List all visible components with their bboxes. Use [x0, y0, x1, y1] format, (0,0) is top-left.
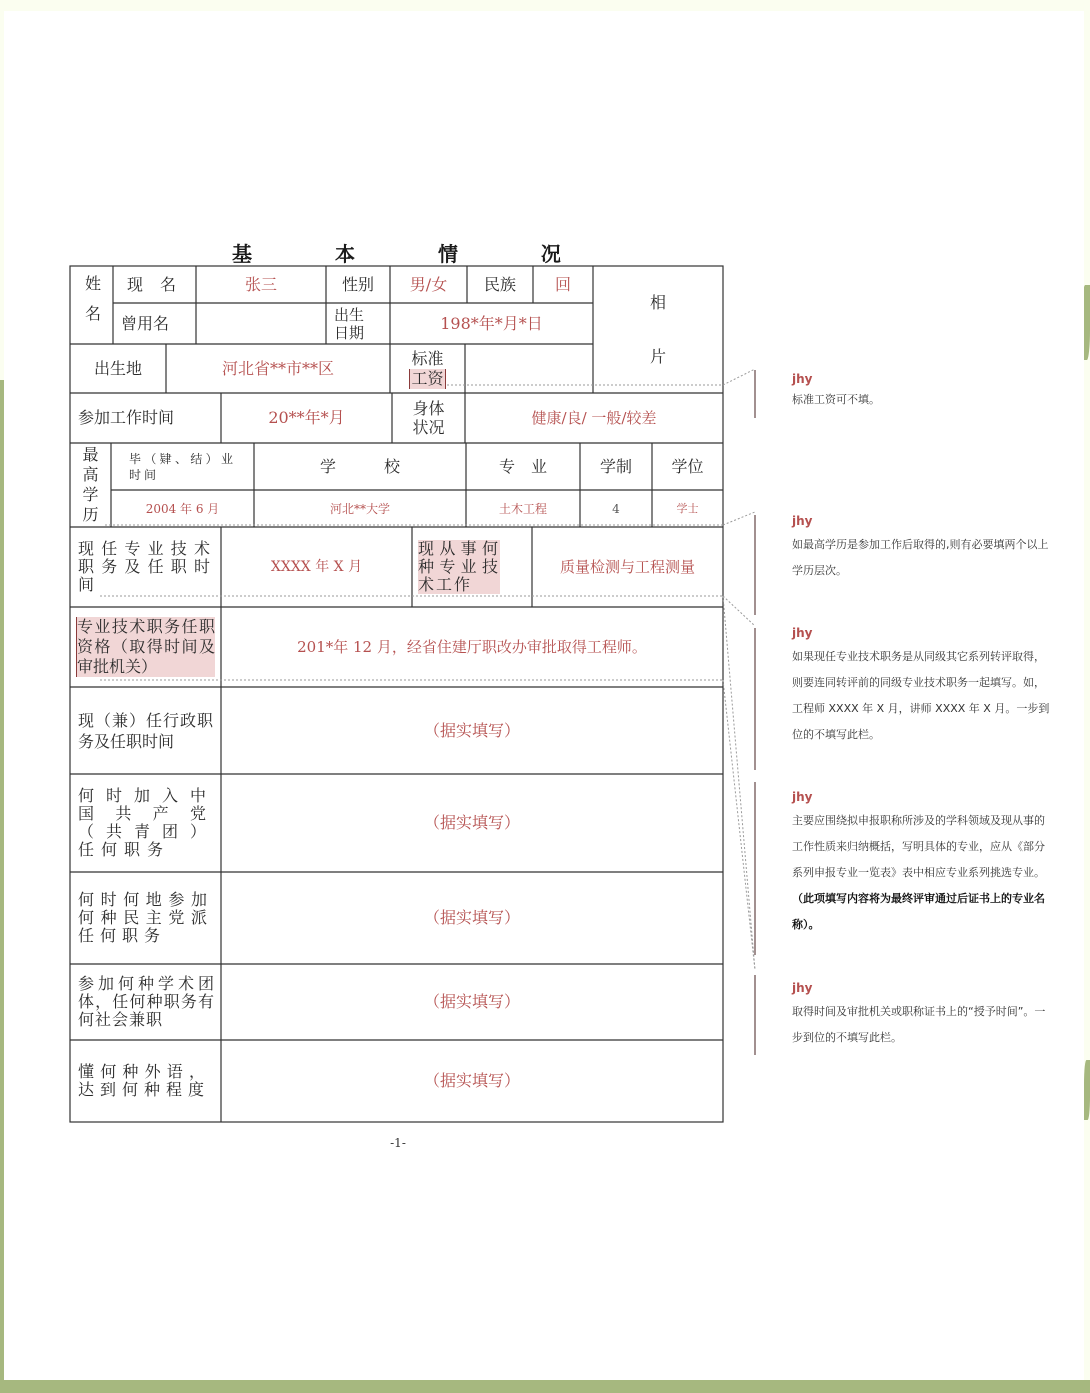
- admin-post-label: [70, 687, 221, 774]
- school-field[interactable]: 河北**大学: [329, 501, 390, 516]
- graduation-time-field[interactable]: 2004 年 6 月: [145, 501, 220, 516]
- academic-label-text: 参加何种学术团体，任何种职务有何社会兼职: [78, 974, 215, 1029]
- gender-label: 性别: [341, 274, 374, 294]
- birth-date-label-text: 出生日期: [334, 305, 365, 342]
- current-work-label: [412, 527, 532, 607]
- comment-author: jhy: [792, 626, 813, 640]
- former-name-label: 曾用名: [121, 313, 170, 333]
- comment-text: 如果现任专业技术职务是从同级其它系列转评取得，则要连同转评前的同级专业技术职务一起填写。如，工程师 XXXX 年 X 月，讲师 XXXX 年 X 月。一步到位的不填写此栏。: [792, 650, 1050, 741]
- comment-standard-salary[interactable]: [792, 370, 1052, 410]
- comment-current-work[interactable]: [792, 788, 1052, 938]
- birthplace-label: 出生地: [93, 358, 142, 378]
- graduation-time-header-text: 毕（肄、结）业时间: [129, 451, 236, 482]
- comment-text: 取得时间及审批机关或职称证书上的“授予时间”。一步到位的不填写此栏。: [792, 1005, 1046, 1044]
- comment-current-title[interactable]: [792, 624, 1052, 748]
- work-start-field[interactable]: 20**年*月: [268, 408, 345, 427]
- photo-label-bottom: 片: [649, 346, 666, 366]
- comment-text: 标准工资可不填。: [792, 393, 880, 406]
- health-field[interactable]: 健康/良/ 一般/较差: [531, 409, 657, 427]
- language-label-text: 懂何种外语，达到何种程度: [78, 1062, 211, 1099]
- comment-author: jhy: [792, 981, 813, 995]
- democratic-party-field[interactable]: （据实填写）: [423, 908, 520, 927]
- school-header: 学 校: [319, 456, 400, 476]
- gender-field[interactable]: 男/女: [409, 274, 448, 294]
- education-label-text: 最高学历: [82, 445, 99, 524]
- current-name-field[interactable]: 张三: [244, 274, 277, 294]
- standard-salary-label: [390, 344, 465, 393]
- party-label-text: 何时加入中国共产党（共青团）任何职务: [78, 786, 213, 859]
- leaf-decoration-icon: [1084, 1060, 1090, 1120]
- party-field[interactable]: （据实填写）: [423, 813, 520, 832]
- current-title-field[interactable]: XXXX 年 X 月: [270, 559, 363, 575]
- name-label: [70, 266, 113, 344]
- work-start-label: 参加工作时间: [78, 408, 175, 427]
- democratic-party-label-text: 何时何地参加何种民主党派任何职务: [78, 890, 213, 945]
- comment-education[interactable]: [792, 512, 1052, 584]
- academic-field[interactable]: （据实填写）: [423, 992, 520, 1011]
- education-label: [70, 443, 111, 527]
- comment-text: 主要应围绕拟申报职称所涉及的学科领域及现从事的工作性质来归纳概括，写明具体的专业，应从《部分系列申报专业一览表》表中相应专业系列挑选专业。: [792, 814, 1045, 879]
- graduation-time-header: [111, 443, 254, 490]
- comment-qualification[interactable]: [792, 979, 1052, 1051]
- language-field[interactable]: （据实填写）: [423, 1071, 520, 1090]
- admin-post-label-text: 现（兼）任行政职务及任职时间: [78, 710, 213, 751]
- democratic-party-label: [70, 872, 221, 964]
- page-title: 基 本 情 况: [232, 242, 599, 266]
- qualification-label: [70, 607, 221, 687]
- birth-date-field[interactable]: 198*年*月*日: [440, 313, 543, 333]
- current-work-label-text: 现从事何种专业技术工作: [418, 539, 500, 594]
- comment-text: 如最高学历是参加工作后取得的,则有必要填两个以上学历层次。: [792, 538, 1049, 577]
- current-title-label: [70, 527, 221, 607]
- frame-bottom-border: [0, 1380, 1090, 1393]
- comment-text-bold: （此项填写内容将为最终评审通过后证书上的专业名称）。: [792, 892, 1045, 931]
- current-work-field[interactable]: 质量检测与工程测量: [559, 558, 695, 576]
- page-number: -1-: [390, 1136, 406, 1150]
- ethnicity-field[interactable]: 回: [554, 274, 571, 294]
- ethnicity-label: 民族: [483, 274, 516, 294]
- comment-author: jhy: [792, 372, 813, 386]
- standard-salary-label-line2: 工资: [411, 368, 444, 388]
- current-name-label: 现 名: [126, 274, 183, 294]
- standard-salary-label-line1: 标准: [411, 348, 444, 368]
- standard-salary-field[interactable]: [465, 344, 593, 393]
- duration-field[interactable]: 4: [612, 501, 620, 516]
- photo-box[interactable]: [593, 266, 723, 393]
- former-name-field[interactable]: [196, 303, 326, 344]
- language-label: [70, 1040, 221, 1122]
- degree-field[interactable]: 学士: [676, 501, 699, 515]
- admin-post-field[interactable]: （据实填写）: [423, 720, 520, 740]
- name-label-text: 姓名: [82, 275, 102, 335]
- major-header: 专 业: [498, 456, 547, 476]
- academic-label: [70, 964, 221, 1040]
- current-title-label-text: 现任专业技术职务及任职时间: [78, 539, 215, 594]
- comment-author: jhy: [792, 790, 813, 804]
- major-field[interactable]: 土木工程: [498, 501, 547, 516]
- qualification-field[interactable]: 201*年 12 月，经省住建厅职改办审批取得工程师。: [297, 638, 647, 656]
- birthplace-field[interactable]: 河北省**市**区: [221, 358, 334, 378]
- photo-label-top: 相: [649, 292, 666, 312]
- birth-date-label: [326, 303, 390, 344]
- qualification-label-text: 专业技术职务任职资格（取得时间及审批机关）: [77, 617, 215, 676]
- party-label: [70, 774, 221, 872]
- health-label: [392, 393, 465, 443]
- health-label-text: 身体状况: [412, 399, 445, 437]
- duration-header: 学制: [599, 456, 632, 476]
- comment-author: jhy: [792, 514, 813, 528]
- degree-header: 学位: [671, 456, 704, 476]
